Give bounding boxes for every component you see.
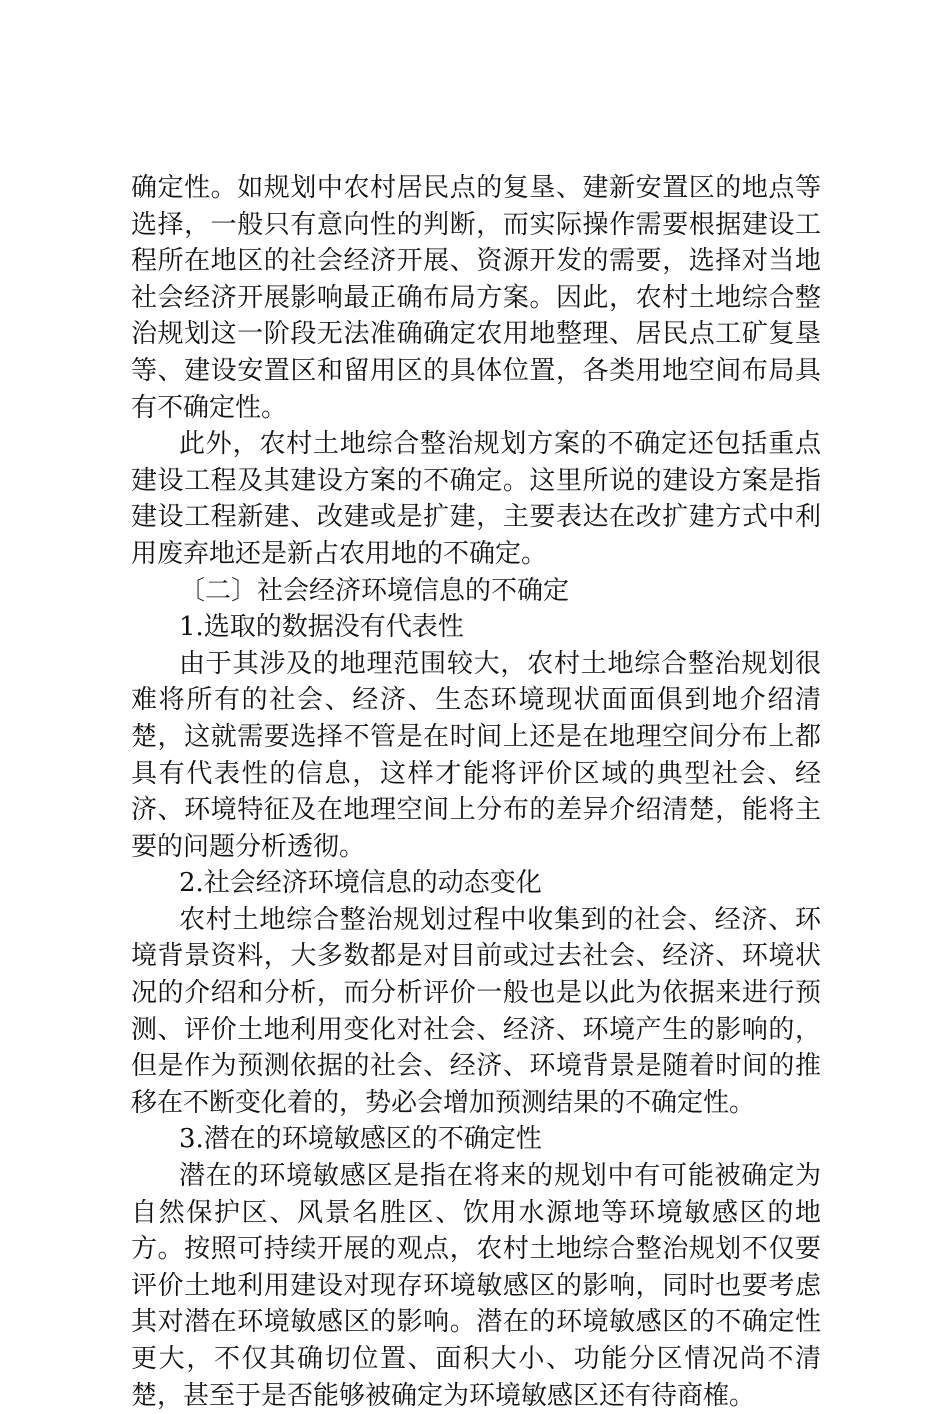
subheading-data-representativeness: 1.选取的数据没有代表性 xyxy=(179,612,464,643)
paragraph-sensitive-areas: 潜在的环境敏感区是指在将来的规划中有可能被确定为自然保护区、风景名胜区、饮用水源地等环境敏感区的地方。按照可持续开展的观点，农村土地综合整治规划不仅要评价土地利用建设对现存环境敏感区的影响，同时也要考虑其对潜在环境敏感区的影响。潜在的环境敏感区的不确定性更大，不仅其确切位置、面积大小、功能分区情况尚不清楚，甚至于是否能够被确定为环境敏感区还有待商榷。 xyxy=(131,1161,821,1411)
subheading-sensitive-areas: 3.潜在的环境敏感区的不确定性 xyxy=(179,1124,542,1155)
document-body xyxy=(131,170,821,1414)
paragraph-data-representativeness: 由于其涉及的地理范围较大，农村土地综合整治规划很难将所有的社会、经济、生态环境现状面面俱到地介绍清楚，这就需要选择不管是在时间上还是在地理空间分布上都具有代表性的信息，这样才能将评价区域的典型社会、经济、环境特征及在地理空间上分布的差异介绍清楚，能将主要的问题分析透彻。 xyxy=(131,648,821,862)
paragraph-dynamic-change: 农村土地综合整治规划过程中收集到的社会、经济、环境背景资料，大多数都是对目前或过去社会、经济、环境状况的介绍和分析，而分析评价一般也是以此为依据来进行预测、评价土地利用变化对社会、经济、环境产生的影响的，但是作为预测依据的社会、经济、环境背景是随着时间的推移在不断变化着的，势必会增加预测结果的不确定性。 xyxy=(131,904,821,1118)
paragraph-construction-plan-uncertainty: 此外，农村土地综合整治规划方案的不确定还包括重点建设工程及其建设方案的不确定。这里所说的建设方案是指建设工程新建、改建或是扩建，主要表达在改扩建方式中利用废弃地还是新占农用地的不确定。 xyxy=(131,429,821,569)
section-heading-socioeconomic-uncertainty: 〔二〕社会经济环境信息的不确定 xyxy=(179,575,570,606)
subheading-dynamic-change: 2.社会经济环境信息的动态变化 xyxy=(179,868,542,899)
paragraph-continued-uncertainty: 确定性。如规划中农村居民点的复垦、建新安置区的地点等选择，一般只有意向性的判断，而实际操作需要根据建设工程所在地区的社会经济开展、资源开发的需要，选择对当地社会经济开展影响最正确布局方案。因此，农村土地综合整治规划这一阶段无法准确确定农用地整理、居民点工矿复垦等、建设安置区和留用区的具体位置，各类用地空间布局具有不确定性。 xyxy=(131,173,821,423)
